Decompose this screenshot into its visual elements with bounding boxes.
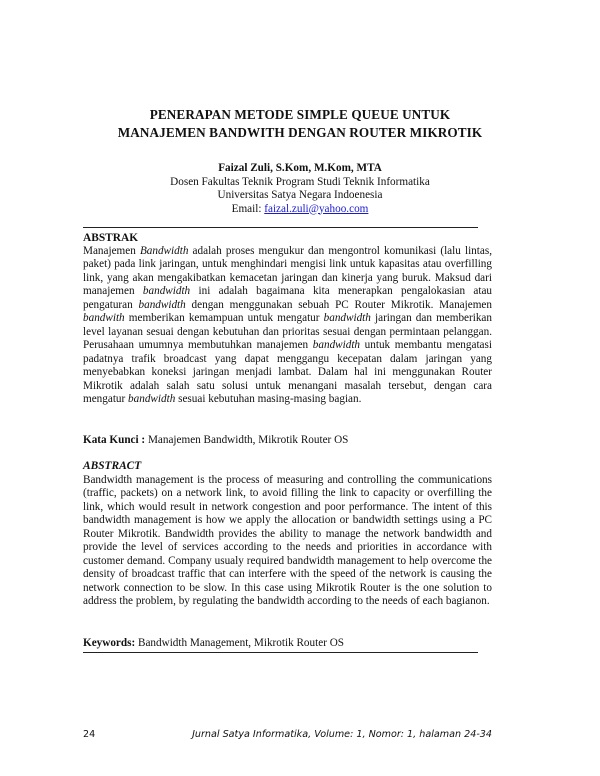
abstrak-text-run: jaringan dan memberikan level layanan sesuai dengan kebutuhan dan prioritas sesuai dengan permintaan pelanggan. Perusahaan umumnya membutuhkan manajemen (83, 312, 492, 352)
kata-kunci-value: Manajemen Bandwidth, Mikrotik Router OS (145, 434, 349, 446)
author-email-line (60, 203, 540, 217)
author-affiliation-2: Universitas Satya Negara Indoenesia (217, 189, 383, 201)
bottom-divider (83, 652, 478, 653)
title-line-2: MANAJEMEN BANDWITH DENGAN ROUTER MIKROTIK (117, 125, 483, 140)
keywords-line (83, 637, 492, 651)
abstrak-heading: ABSTRAK (83, 232, 139, 244)
page-number: 24 (83, 729, 96, 740)
abstrak-italic-term: bandwidth (142, 285, 191, 298)
abstrak-text-run: adalah proses mengukur dan mengontrol komunikasi (lalu lintas, paket) pada link jaringan, untuk menghindari mengisi link untuk kapasitas atau overfilling link, yang akan mengakibatkan kemacetan jaringan dan kinerja yang buruk. Maksud dari manajemen (83, 245, 492, 298)
author-email-label: Email: (231, 202, 265, 215)
kata-kunci-label: Kata Kunci : (83, 434, 146, 446)
abstract-body: Bandwidth management is the process of measuring and controlling the communications (traffic, packets) on a network link, to avoid filling the link to capacity or overfilling the link, which would result in network congestion and poor performance. The intent of this bandwidth management is how we apply the allocation or bandwidth settings using a PC Router Mikrotik. Bandwidth provides the ability to manage the network bandwidth and provide the level of services according to the needs and priorities in accordance with customer demand. Company usualy required bandwidth management to help overcome the density of broadcast traffic that can interfere with the speed of the network is causing the network connection to be slow. In this case using Mikrotik Router is the one solution to address the problem, by regulating the bandwidth according to the needs of each bagianon. (83, 474, 492, 608)
top-divider (83, 227, 478, 228)
author-name: Faizal Zuli, S.Kom, M.Kom, MTA (218, 162, 382, 174)
abstrak-text-run: untuk membantu mengatasi padatnya trafik broadcast yang dapat menggangu kecepatan dalam jaringan yang menyebabkan koneksi jaringan menjadi lambat. Dalam hal ini menggunakan Router Mikrotik adalah salah satu solusi untuk menangani masalah tersebut, dengan cara mengatur (83, 339, 492, 405)
title-line-1: PENERAPAN METODE SIMPLE QUEUE UNTUK (149, 107, 451, 122)
kata-kunci-line (83, 434, 492, 448)
author-block (60, 162, 540, 216)
abstrak-italic-term: bandwith (83, 312, 125, 325)
abstrak-italic-term: bandwidth (312, 339, 361, 352)
author-email-link[interactable]: faizal.zuli@yahoo.com (264, 202, 369, 215)
paper-title (60, 106, 540, 142)
abstrak-text-run: memberikan kemampuan untuk mengatur (124, 312, 324, 325)
abstract-heading: ABSTRACT (83, 460, 142, 472)
abstrak-italic-term: bandwidth (128, 392, 176, 405)
abstrak-text-run: sesuai kebutuhan masing-masing bagian. (175, 392, 362, 405)
abstrak-italic-term: bandwidth (138, 298, 186, 311)
abstrak-body (83, 245, 492, 406)
abstrak-text-run: dengan menggunakan sebuah PC Router Mikrotik. Manajemen (185, 298, 492, 311)
author-affiliation-1: Dosen Fakultas Teknik Program Studi Teknik Informatika (170, 175, 430, 188)
journal-citation: Jurnal Satya Informatika, Volume: 1, Nomor: 1, halaman 24-34 (192, 729, 492, 740)
keywords-label: Keywords: (83, 637, 136, 649)
abstrak-text-run: ini adalah bagaimana kita menerapkan pengalokasian atau pengaturan (83, 285, 493, 311)
abstrak-italic-term: bandwidth (323, 312, 371, 325)
abstrak-text-run: Manajemen (83, 245, 140, 257)
keywords-value: Bandwidth Management, Mikrotik Router OS (135, 637, 345, 649)
abstrak-italic-term: Bandwidth (139, 245, 189, 257)
